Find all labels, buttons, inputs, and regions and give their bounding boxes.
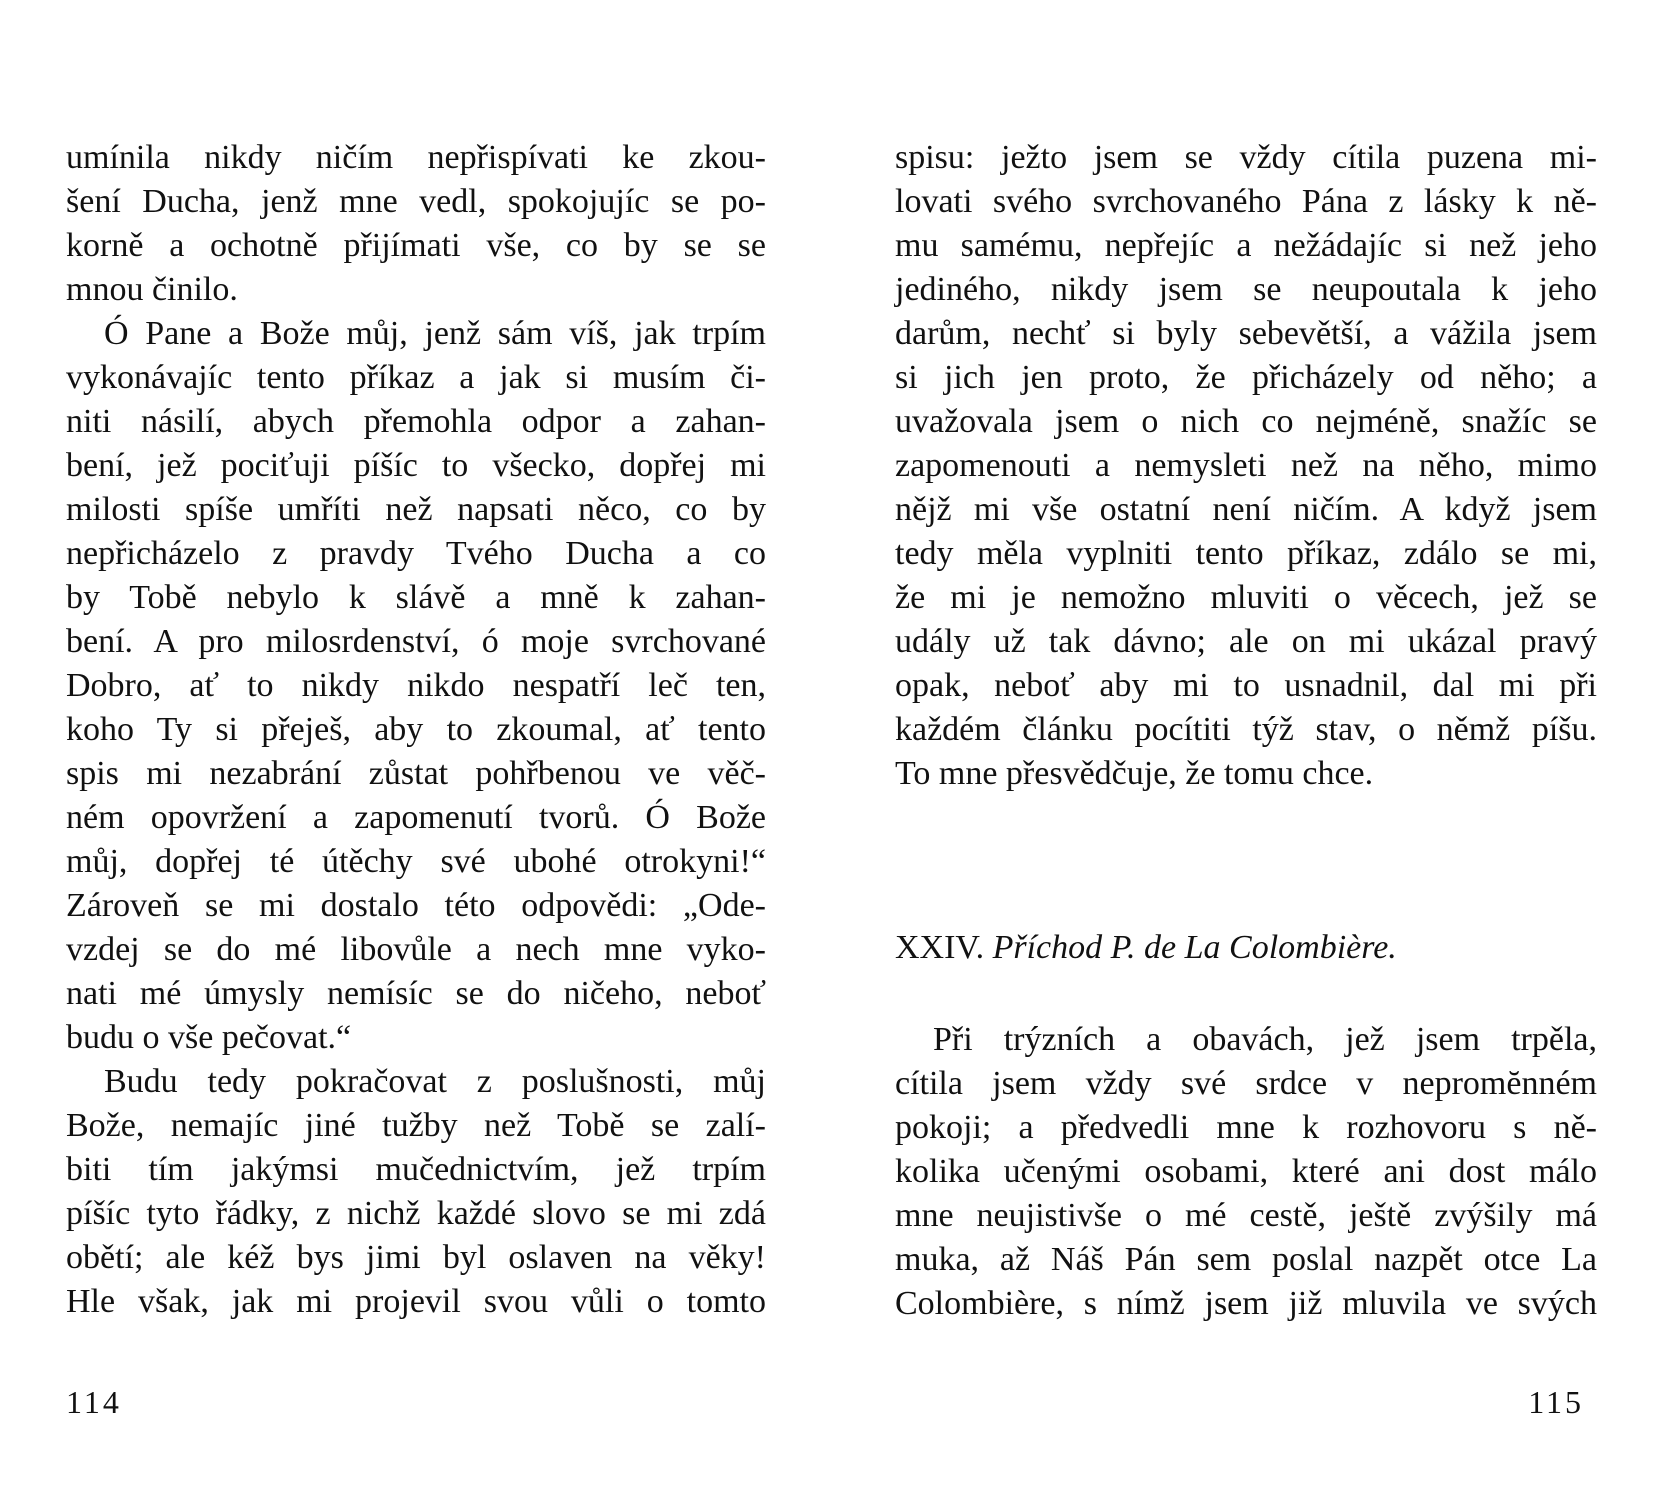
text-line: každém článku pocítiti týž stav, o němž píšu. [895,711,1597,748]
page-number-right: 115 [1528,1384,1584,1420]
text-line: Colombière, s nímž jsem již mluvila ve svých [895,1285,1597,1322]
text-line: muka, až Náš Pán sem poslal nazpět otce La [895,1241,1597,1278]
text-line: biti tím jakýmsi mučednictvím, jež trpím [66,1151,766,1188]
text-line: umínila nikdy ničím nepřispívati ke zkou- [66,139,766,176]
text-line: bení, jež pociťuji píšíc to všecko, dopřej mi [66,447,766,484]
text-line: Bože, nemajíc jiné tužby než Tobě se zalí- [66,1107,766,1144]
left-page-text [66,136,766,1324]
text-line: jediného, nikdy jsem se neupoutala k jeho [895,271,1597,308]
text-line: si jich jen proto, že přicházely od něho; a [895,359,1597,396]
text-line: vzdej se do mé libovůle a nech mne vyko- [66,931,766,968]
text-line: cítila jsem vždy své srdce v nepromĕnném [895,1065,1597,1102]
text-line: ném opovržení a zapomenutí tvorů. Ó Bože [66,799,766,836]
text-line: píšíc tyto řádky, z nichž každé slovo se mi zdá [66,1195,766,1232]
chapter-paragraph [895,1018,1597,1326]
text-line: pokoji; a předvedli mne k rozhovoru s ně- [895,1109,1597,1146]
text-line: šení Ducha, jenž mne vedl, spokojujíc se po- [66,183,766,220]
text-line: Ó Pane a Bože můj, jenž sám víš, jak trpím [104,315,766,352]
text-line: budu o vše pečovat.“ [66,1019,352,1056]
text-line: milosti spíše umříti než napsati něco, co by [66,491,766,528]
text-line: mnou činilo. [66,271,238,308]
page-number-left: 114 [66,1384,122,1420]
text-line: lovati svého svrchovaného Pána z lásky k ně- [895,183,1597,220]
text-line: by Tobě nebylo k slávě a mně k zahan- [66,579,766,616]
text-line: niti násilí, abych přemohla odpor a zahan- [66,403,766,440]
text-line: koho Ty si přeješ, aby to zkoumal, ať tento [66,711,766,748]
text-line: zapomenouti a nemysleti než na něho, mimo [895,447,1597,484]
text-line: mu samému, nepřejíc a nežádajíc si než jeho [895,227,1597,264]
text-line: můj, dopřej té útěchy své ubohé otrokyni!“ [66,843,766,880]
text-line: Hle však, jak mi projevil svou vůli o tomto [66,1283,766,1320]
text-line: kolika učenými osobami, které ani dost málo [895,1153,1597,1190]
text-line: uvažovala jsem o nich co nejméně, snažíc se [895,403,1597,440]
text-line: nějž mi vše ostatní není ničím. A když jsem [895,491,1597,528]
text-line: korně a ochotně přijímati vše, co by se se [66,227,766,264]
chapter-title: Příchod P. de La Colombière. [992,929,1397,966]
right-page-text [895,136,1597,796]
text-line: Dobro, ať to nikdy nikdo nespatří leč ten, [66,667,766,704]
text-line: tedy měla vyplniti tento příkaz, zdálo se mi, [895,535,1597,572]
chapter-number: XXIV. [895,929,985,966]
text-line: Při trýzních a obavách, jež jsem trpěla, [933,1021,1597,1058]
text-line: nepřicházelo z pravdy Tvého Ducha a co [66,535,766,572]
text-line: spis mi nezabrání zůstat pohřbenou ve věč- [66,755,766,792]
text-line: udály už tak dávno; ale on mi ukázal pravý [895,623,1597,660]
text-line: darům, nechť si byly sebevětší, a vážila jsem [895,315,1597,352]
text-line: Budu tedy pokračovat z poslušnosti, můj [104,1063,766,1100]
text-line: nati mé úmysly nemísíc se do ničeho, neboť [66,975,766,1012]
text-line: bení. A pro milosrdenství, ó moje svrchované [66,623,766,660]
chapter-heading [895,926,1397,970]
right-page [827,0,1654,1500]
text-line: opak, neboť aby mi to usnadnil, dal mi při [895,667,1597,704]
text-line: mne neujistivše o mé cestě, ještě zvýšily má [895,1197,1597,1234]
text-line: obětí; ale kéž bys jimi byl oslaven na věky! [66,1239,766,1276]
text-line: vykonávajíc tento příkaz a jak si musím či- [66,359,766,396]
text-line: že mi je nemožno mluviti o věcech, jež se [895,579,1597,616]
text-line: Zároveň se mi dostalo této odpovědi: „Ode- [66,887,766,924]
text-line: spisu: ježto jsem se vždy cítila puzena mi- [895,139,1597,176]
text-line: To mne přesvědčuje, že tomu chce. [895,755,1374,792]
